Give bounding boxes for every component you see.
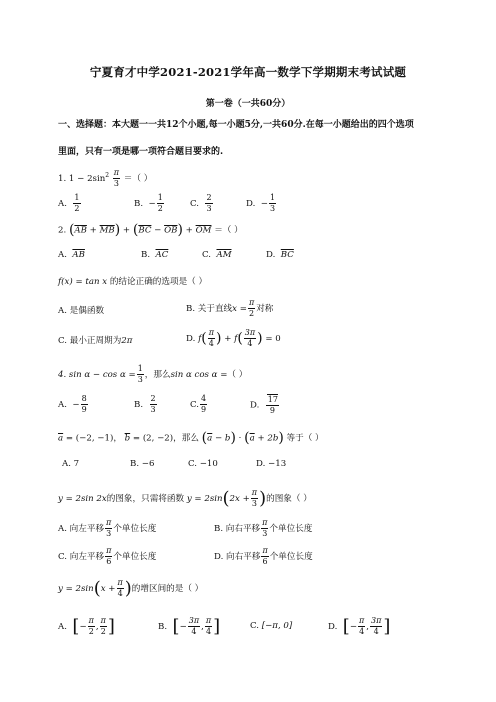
- q3-option-a[interactable]: A. 是偶函数: [58, 306, 105, 316]
- q5-option-d[interactable]: D. −13: [256, 459, 287, 469]
- q1-option-c[interactable]: C. $\frac{2}{3}$: [190, 193, 212, 213]
- q2-option-c[interactable]: C. $\overline{AM}$: [202, 250, 232, 260]
- q5-option-b[interactable]: B. −6: [130, 459, 155, 469]
- q3-option-b[interactable]: B. 关于直线x = $\frac{\pi}{2}$ 对称: [186, 298, 274, 318]
- q7-option-a[interactable]: A. [− $\frac{\pi}{2}$ , $\frac{\pi}{2}$ ]: [58, 616, 115, 637]
- q6-option-c[interactable]: C. 向左平移 $\frac{\pi}{6}$ 个单位长度: [58, 546, 157, 566]
- question-6: y = 2sin 2x的图象，只需将函数 y = 2sin(2x + $\frac{\pi}{3}$ )的图象（ ）: [58, 488, 312, 509]
- section-instruction-line2: 里面，只有一项是哪一项符合题目要求的.: [58, 147, 224, 157]
- q4-option-c[interactable]: C. $\frac{4}{9}$: [190, 394, 207, 414]
- question-7: y = 2sin(x + $\frac{\pi}{4}$ )的增区间的是（ ）: [58, 578, 204, 599]
- q3-option-c[interactable]: C. 最小正周期为2π: [58, 336, 133, 346]
- question-3: f(x) = tan x 的结论正确的选项是（ ）: [58, 277, 208, 287]
- q1-option-a[interactable]: A. $\frac{1}{2}$: [58, 193, 80, 213]
- question-5: $\overline{a} = (-2$, −1)， $\overline{b} = (2$, −2)，那么 $(\overline{a} - b) \cdot (\overline{a} + 2b)$ 等于（ ）: [58, 430, 324, 446]
- q1-option-d[interactable]: D. − $\frac{1}{3}$: [246, 193, 276, 213]
- exam-title: 宁夏育才中学2021-2021学年高一数学下学期期末考试试题: [89, 65, 407, 79]
- question-4: 4. sin α − cos α = $\frac{1}{3}$ ，那么sin α cos α =（ ）: [58, 364, 248, 384]
- q5-option-a[interactable]: A. 7: [62, 459, 80, 469]
- fraction: $\frac{\pi}{3}$: [113, 168, 120, 188]
- q4-option-d[interactable]: D. $\frac{17}{9}$: [250, 395, 278, 415]
- q7-option-b[interactable]: B. [− $\frac{3\pi}{4}$ , $\frac{\pi}{4}$ ]: [158, 616, 221, 637]
- q5-option-c[interactable]: C. −10: [188, 459, 218, 469]
- q6-option-a[interactable]: A. 向左平移 $\frac{\pi}{3}$ 个单位长度: [58, 518, 157, 538]
- q7-option-d[interactable]: D. [− $\frac{\pi}{4}$ , $\frac{3\pi}{4}$ ]: [328, 616, 391, 637]
- q2-option-b[interactable]: B. $\overline{AC}$: [141, 250, 169, 260]
- question-2: 2. $(\overline{AB} + \overline{MB}) + (\overline{BC} - \overline{OB}) + \overline{OM}$ ＝（ ）: [58, 222, 243, 238]
- question-1: 1. $1 - 2\sin^2$ $\frac{\pi}{3}$ ＝（ ）: [58, 168, 153, 188]
- q3-option-d[interactable]: D. f( $\frac{\pi}{4}$ ) + f( $\frac{3\pi}{4}$ ) = 0: [186, 328, 281, 348]
- q4-option-a[interactable]: A. − $\frac{8}{9}$: [58, 394, 87, 414]
- section-instruction-line1: 一、选择题：本大题一一共12个小题,每一小题5分,一共60分.在每一小题给出的四个选项: [58, 120, 414, 130]
- q6-option-b[interactable]: B. 向右平移 $\frac{\pi}{3}$ 个单位长度: [214, 518, 313, 538]
- q2-option-a[interactable]: A. $\overline{AB}$: [58, 250, 85, 260]
- q6-option-d[interactable]: D. 向右平移 $\frac{\pi}{6}$ 个单位长度: [214, 546, 313, 566]
- q1-option-b[interactable]: B. − $\frac{1}{2}$: [134, 193, 163, 213]
- q2-option-d[interactable]: D. $\overline{BC}$: [266, 250, 294, 260]
- q7-option-c[interactable]: C. [−π, 0]: [250, 621, 293, 631]
- q4-option-b[interactable]: B. $\frac{2}{3}$: [134, 394, 156, 414]
- exam-subtitle: 第一卷（一共60分）: [205, 99, 291, 109]
